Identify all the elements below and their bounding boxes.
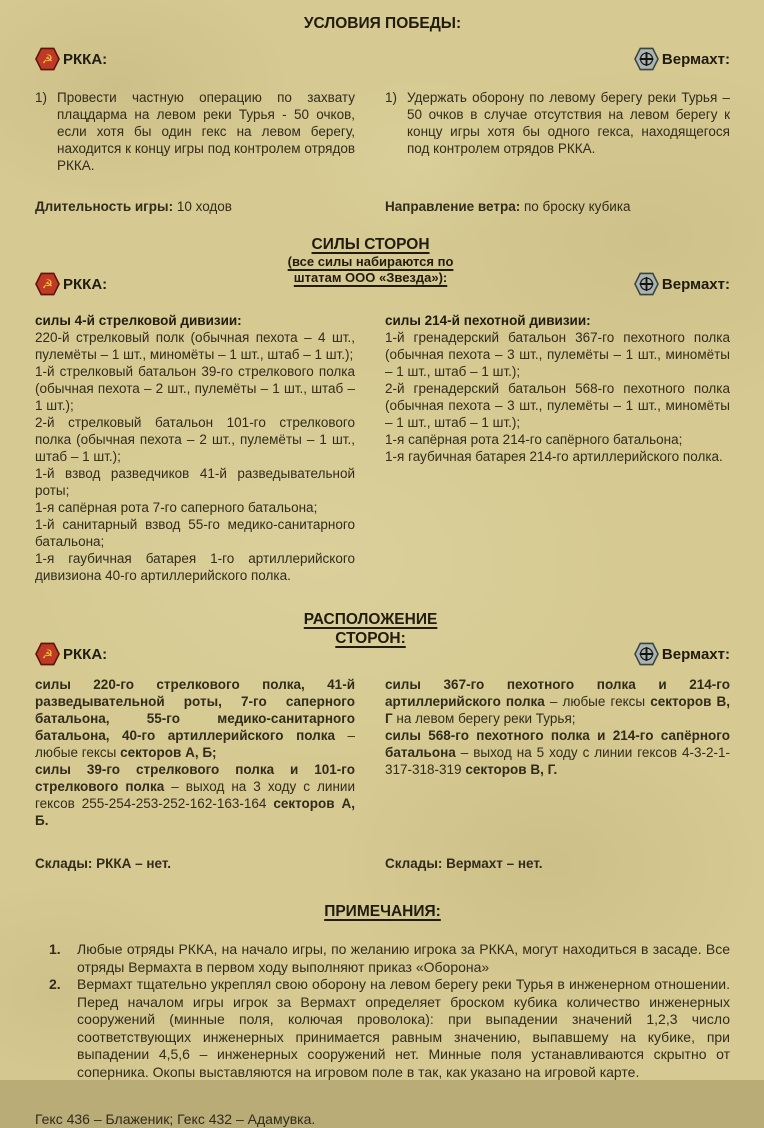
- rkka-label: РККА:: [63, 275, 108, 293]
- item-number: 1): [35, 90, 48, 105]
- rkka-badge: [35, 272, 107, 296]
- forces-title-block: [107, 235, 634, 286]
- hammer-sickle-icon: [35, 642, 60, 666]
- wehrmacht-cross-icon: [634, 47, 659, 71]
- deployment-wehrmacht-p1: силы 367-го пехотного полка и 214-го артиллерийского полка – любые гексы секторов В, Г на левом берегу реки Турья;: [385, 677, 730, 726]
- wehrmacht-badge: [634, 642, 730, 666]
- deployment-title-line2: СТОРОН:: [335, 630, 406, 647]
- forces-rkka-item: 1-й санитарный взвод 55-го медико-санитарного батальона;: [35, 517, 355, 549]
- forces-wehrmacht-item: 1-й гренадерский батальон 367-го пехотного полка (обычная пехота – 3 шт., пулемёты – 1 шт., миномёты – 1 шт., штаб – 1 шт.);: [385, 330, 730, 379]
- notes-title: ПРИМЕЧАНИЯ:: [324, 903, 441, 920]
- victory-rkka-text: Провести частную операцию по захвату плацдарма на левом реки Турья - 50 очков, если хотя бы один гекс на левом берегу, находится к концу игры под контролем отрядов РККА.: [57, 90, 355, 173]
- hammer-sickle-icon: [35, 272, 60, 296]
- wehrmacht-badge: [634, 272, 730, 296]
- forces-rkka-column: [35, 312, 355, 584]
- victory-columns: [35, 89, 730, 174]
- duration-value: 10 ходов: [176, 199, 232, 214]
- item-number: 1): [385, 90, 398, 105]
- forces-rkka-item: 1-й стрелковый батальон 39-го стрелкового полка (обычная пехота – 2 шт., пулемёты – 1 шт., штаб – 1 шт.);: [35, 364, 355, 413]
- note-text: Любые отряды РККА, на начало игры, по желанию игрока за РККА, могут находиться в засаде. Все отряды Вермахта в первом ходу выполняют приказ «Оборона»: [77, 941, 730, 975]
- wind-line: [385, 198, 730, 215]
- wehrmacht-cross-icon: [634, 272, 659, 296]
- forces-columns: [35, 312, 730, 584]
- note-item: [49, 941, 730, 976]
- note-text: Вермахт тщательно укреплял свою оборону на левом берегу реки Турья в инженерном отношении. Перед началом игры игрок за Вермахт определяет броском кубика количество инженерных сооружений (минные поля, колючая проволока): при выпадении значений 1,2,3 число соответствующих инженерных принимается равным значению, выпавшему на кубике, при выпадении 4,5,6 – инженерных сооружений нет. Минные поля устанавливаются скрытно от соперника. Окопы выставляются на игровом поле в так, как указано на игровой карте.: [77, 976, 730, 1080]
- forces-subtitle-line1: (все силы набираются по: [287, 254, 454, 269]
- victory-rkka-item: [35, 89, 355, 174]
- victory-badges-row: [35, 47, 730, 71]
- note-item: [49, 976, 730, 1081]
- victory-wehrmacht-item: [385, 89, 730, 174]
- forces-rkka-item: 1-я сапёрная рота 7-го саперного батальона;: [35, 500, 318, 515]
- forces-wehrmacht-item: 1-я гаубичная батарея 214-го артиллерийского полка.: [385, 449, 723, 464]
- rkka-depots-line: Склады: РККА – нет.: [35, 856, 172, 871]
- deployment-wehrmacht-paragraphs: [385, 676, 730, 829]
- wehrmacht-badge: [634, 47, 730, 71]
- game-info-row: [35, 198, 730, 215]
- forces-wehrmacht-item: 2-й гренадерский батальон 568-го пехотного полка (обычная пехота – 3 шт., пулемёты – 1 шт., миномёты – 1 шт., штаб – 1 шт.);: [385, 381, 730, 430]
- forces-rkka-item: 1-й взвод разведчиков 41-й разведывательной роты;: [35, 466, 355, 498]
- wind-value: по броску кубика: [523, 199, 631, 214]
- deployment-title-block: [107, 610, 634, 648]
- victory-title: УСЛОВИЯ ПОБЕДЫ:: [303, 15, 462, 32]
- svg-text:☭: ☭: [41, 646, 54, 662]
- wehrmacht-cross-icon: [634, 642, 659, 666]
- wehrmacht-depots-line: Склады: Вермахт – нет.: [385, 856, 543, 871]
- deployment-rkka-p1: силы 220-го стрелкового полка, 41-й разведывательной роты, 7-го саперного батальона, 55-го медико-санитарного батальона, 40-го артиллерийского полка – любые гексы секторов А, Б;: [35, 677, 356, 760]
- forces-title: СИЛЫ СТОРОН: [311, 236, 430, 253]
- deployment-wehrmacht-p2: силы 568-го пехотного полка и 214-го сапёрного батальона – выход на 5 ходу с линии гексов 4-3-2-1-317-318-319 секторов В, Г.: [385, 728, 730, 777]
- duration-line: [35, 198, 355, 215]
- forces-rkka-item: 2-й стрелковый батальон 101-го стрелкового полка (обычная пехота – 2 шт., пулемёты – 1 шт., штаб – 1 шт.);: [35, 415, 355, 464]
- hex-legend: Гекс 436 – Блаженик; Гекс 432 – Адамувка.: [35, 1111, 316, 1127]
- deployment-header: [35, 610, 730, 663]
- rkka-badge: [35, 642, 107, 666]
- rkka-label: РККА:: [63, 645, 108, 663]
- wehrmacht-label: Вермахт:: [661, 645, 730, 663]
- wehrmacht-label: Вермахт:: [661, 275, 730, 293]
- svg-text:☭: ☭: [41, 51, 54, 67]
- note-number: 1.: [49, 941, 61, 957]
- svg-text:☭: ☭: [41, 276, 54, 292]
- note-number: 2.: [49, 976, 61, 992]
- notes-list: [35, 941, 730, 1081]
- forces-rkka-header: силы 4-й стрелковой дивизии:: [35, 313, 242, 328]
- forces-wehrmacht-header: силы 214-й пехотной дивизии:: [385, 313, 591, 328]
- hammer-sickle-icon: [35, 47, 60, 71]
- rkka-label: РККА:: [63, 50, 108, 68]
- forces-header: [35, 235, 730, 293]
- deployment-columns: [35, 676, 730, 872]
- deployment-rkka-paragraphs: [35, 676, 355, 829]
- rkka-badge: [35, 47, 107, 71]
- wehrmacht-label: Вермахт:: [661, 50, 730, 68]
- deployment-title-line1: РАСПОЛОЖЕНИЕ: [303, 611, 438, 628]
- forces-subtitle-line2: штатам ООО «Звезда»):: [293, 270, 448, 285]
- duration-label: Длительность игры:: [35, 199, 174, 214]
- forces-wehrmacht-item: 1-я сапёрная рота 214-го сапёрного батальона;: [385, 432, 683, 447]
- deployment-rkka-p2: силы 39-го стрелкового полка и 101-го стрелкового полка – выход на 3 ходу с линии гексов 255-254-253-252-162-163-164 секторов А, Б.: [35, 762, 356, 828]
- forces-rkka-item: 1-я гаубичная батарея 1-го артиллерийского дивизиона 40-го артиллерийского полка.: [35, 551, 355, 583]
- forces-rkka-item: 220-й стрелковый полк (обычная пехота – 4 шт., пулемёты – 1 шт., миномёты – 1 шт., штаб – 1 шт.);: [35, 330, 355, 362]
- victory-wehrmacht-text: Удержать оборону по левому берегу реки Турья – 50 очков в случае отсутствия на левом берегу к концу игры хотя бы одного гекса, находящегося под контролем отрядов РККА.: [407, 90, 730, 156]
- wind-label: Направление ветра:: [385, 199, 521, 214]
- forces-wehrmacht-column: [385, 312, 730, 584]
